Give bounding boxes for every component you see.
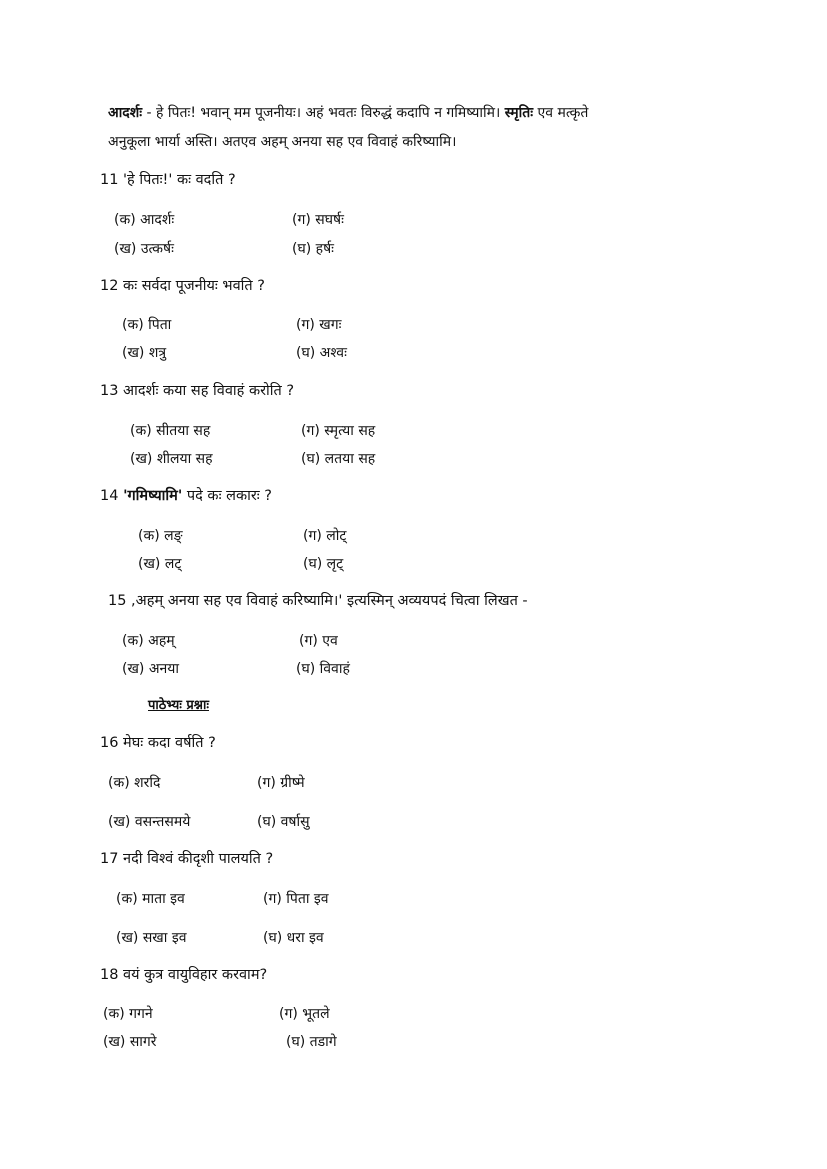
option-kha: (ख) सागरे [103,1034,157,1050]
option-gha: (घ) लतया सह [301,451,376,467]
smritih-word: स्मृतिः [504,105,534,121]
option-gha: (घ) हर्षः [292,241,335,257]
question-number: 12 [100,278,119,294]
option-gha: (घ) लृट् [303,556,344,572]
option-ka: (क) लङ् [138,528,183,544]
passage-text-end: एव मत्कृते [533,105,589,121]
question-12 [100,277,265,295]
question-text: पदे कः लकारः ? [182,488,272,504]
question-16 [100,734,216,752]
option-ga: (ग) एव [299,633,338,649]
option-kha: (ख) शीलया सह [130,451,213,467]
option-gha: (घ) अश्वः [296,345,347,361]
question-number: 15 [108,593,127,609]
option-kha: (ख) उत्कर्षः [114,241,174,257]
option-ka: (क) आदर्शः [114,212,175,228]
question-14 [100,487,272,505]
option-ga: (ग) सघर्षः [292,212,344,228]
question-text: वयं कुत्र वायुविहार करवाम? [118,967,268,983]
section-heading: पाठेभ्यः प्रश्नाः [148,698,209,713]
option-gha: (घ) विवाहं [296,661,350,677]
question-text: मेघः कदा वर्षति ? [118,735,216,751]
question-number: 13 [100,383,119,399]
option-ga: (ग) खगः [296,317,342,333]
option-kha: (ख) वसन्तसमये [108,814,191,830]
question-15 [108,592,528,610]
option-ka: (क) अहम् [122,633,175,649]
option-gha: (घ) वर्षासु [257,814,310,830]
option-gha: (घ) धरा इव [263,930,324,946]
question-text: कः सर्वदा पूजनीयः भवति ? [118,278,265,294]
option-ga: (ग) भूतले [279,1006,330,1022]
option-kha: (ख) शत्रु [122,345,167,361]
option-gha: (घ) तडागे [286,1034,337,1050]
option-kha: (ख) लट् [138,556,182,572]
option-ga: (ग) स्मृत्या सह [301,423,376,439]
question-17 [100,850,273,868]
question-bold-word: 'गमिष्यामि' [123,488,183,504]
option-kha: (ख) सखा इव [116,930,187,946]
question-11 [100,171,236,189]
question-text: आदर्शः कया सह विवाहं करोति ? [118,383,295,399]
option-ka: (क) माता इव [116,891,185,907]
passage-line-2: अनुकूला भार्या अस्ति। अतएव अहम् अनया सह एव विवाहं करिष्यामि। [108,134,457,150]
passage-text: - हे पितः! भवान् मम पूजनीयः। अहं भवतः विरुद्धं कदापि न गमिष्यामि। [142,105,505,121]
question-text: 'हे पितः!' कः वदति ? [118,172,236,188]
option-ka: (क) शरदि [108,775,161,791]
option-ka: (क) गगने [103,1006,153,1022]
question-text: ,अहम् अनया सह एव विवाहं करिष्यामि।' इत्यस्मिन् अव्ययपदं चित्वा लिखत - [126,593,528,609]
question-number: 16 [100,735,119,751]
option-ka: (क) सीतया सह [130,423,211,439]
option-ga: (ग) ग्रीष्मे [257,775,305,791]
option-ga: (ग) पिता इव [263,891,329,907]
question-18 [100,966,267,984]
question-number: 14 [100,488,119,504]
question-number: 11 [100,172,119,188]
option-kha: (ख) अनया [122,661,180,677]
question-number: 17 [100,851,119,867]
option-ka: (क) पिता [122,317,172,333]
option-ga: (ग) लोट् [303,528,347,544]
passage-line-1 [108,104,588,122]
question-13 [100,382,294,400]
question-text: नदी विश्वं कीदृशी पालयति ? [118,851,274,867]
speaker-name: आदर्शः [108,105,143,121]
question-number: 18 [100,967,119,983]
